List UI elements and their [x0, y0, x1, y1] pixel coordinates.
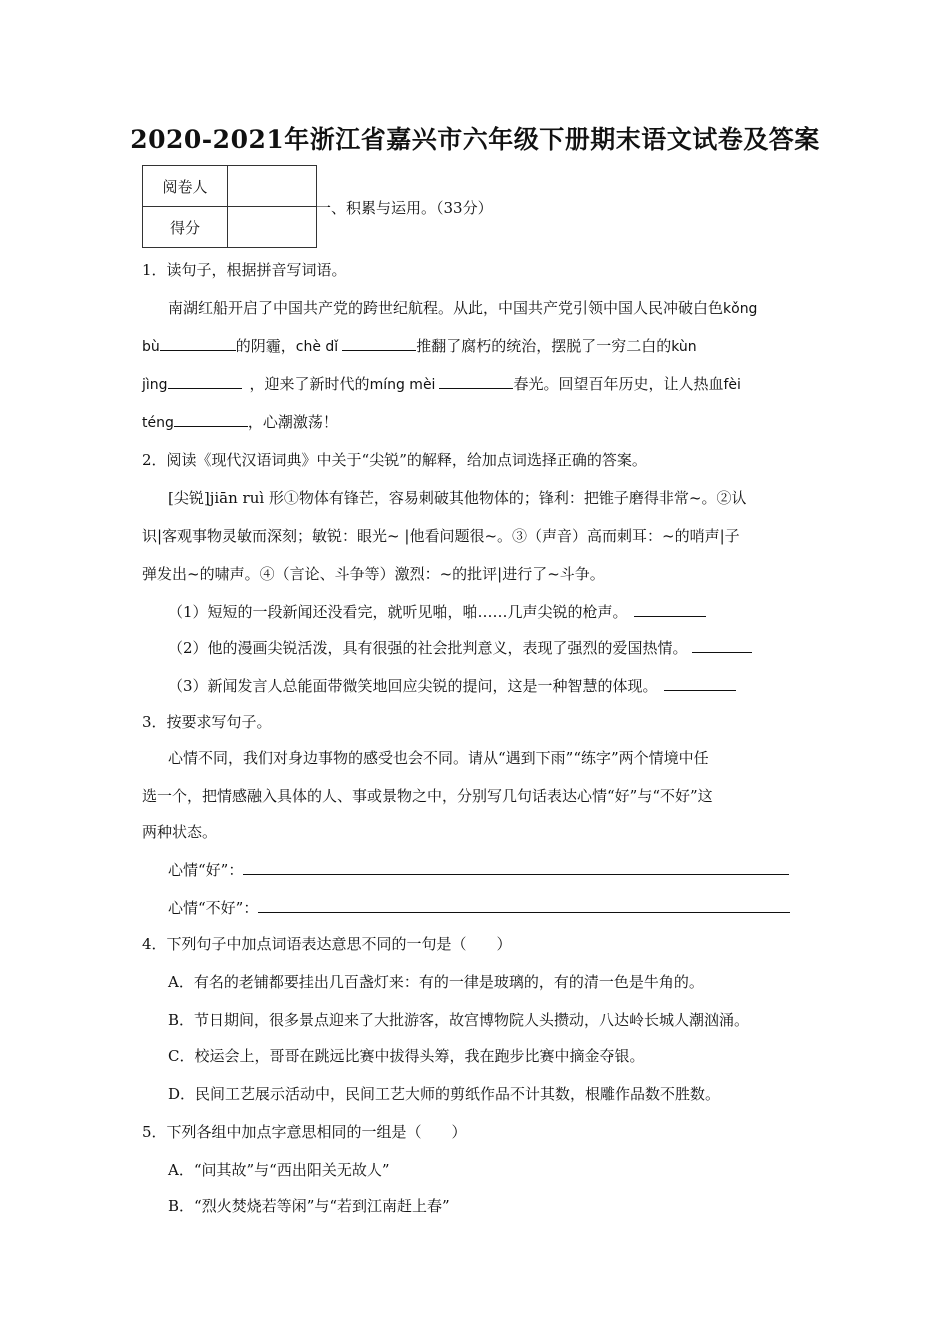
q2-sentence-2 — [168, 636, 752, 660]
q2-sentence-1 — [168, 600, 706, 624]
q2-definition-1: [尖锐]jiān ruì 形①物体有锋芒，容易刺破其他物体的；锋利：把锥子磨得非常~。②认 — [168, 489, 747, 507]
q2-stem: 2．阅读《现代汉语词典》中关于“尖锐”的解释，给加点词选择正确的答案。 — [142, 451, 647, 469]
q1-pinyin-2: chè dǐ — [295, 339, 339, 355]
q1-answer-blank-5[interactable] — [174, 410, 248, 427]
q1-answer-blank-2[interactable] — [342, 334, 416, 351]
reviewer-label: 阅卷人 — [143, 166, 228, 207]
q3-prompt-2: 选一个，把情感融入具体的人、事或景物之中，分别写几句话表达心情“好”与“不好”这 — [142, 787, 713, 805]
q1-text-4: ，心潮激荡！ — [247, 413, 338, 431]
q1-pinyin-1: kǒng — [723, 301, 758, 317]
q5-option-a[interactable]: A．“问其故”与“西出阳关无故人” — [168, 1161, 390, 1179]
q2-answer-blank-1[interactable] — [634, 600, 706, 617]
q4-option-c[interactable]: C．校运会上，哥哥在跳远比赛中拔得头筹，我在跑步比赛中摘金夺银。 — [168, 1047, 645, 1065]
reviewer-cell — [228, 166, 317, 207]
q1-line-3 — [142, 372, 741, 397]
q4-option-b[interactable]: B．节日期间，很多景点迎来了大批游客，故宫博物院人头攒动，八达岭长城人潮汹涌。 — [168, 1011, 750, 1029]
q3-good-line — [168, 858, 789, 882]
q1-pinyin-5b: téng — [142, 415, 174, 431]
q1-text-3a: ，迎来了新时代的 — [249, 375, 370, 393]
q1-text-3b: 春光。回望百年历史，让人热血 — [513, 375, 724, 393]
q1-answer-blank-1[interactable] — [160, 334, 236, 351]
q2-answer-blank-3[interactable] — [664, 674, 736, 691]
q3-bad-label: 心情“不好”： — [168, 899, 259, 917]
q2-sentence-1-text: （1）短短的一段新闻还没看完，就听见啪，啪……几声尖锐的枪声。 — [168, 603, 628, 621]
q5-stem: 5．下列各组中加点字意思相同的一组是（ ） — [142, 1123, 467, 1141]
q2-sentence-3 — [168, 674, 736, 698]
q1-text-2b: 推翻了腐朽的统治，摆脱了一穷二白的 — [416, 337, 672, 355]
q1-answer-blank-3[interactable] — [168, 372, 242, 389]
q2-definition-3: 弹发出~的啸声。④（言论、斗争等）激烈：~的批评|进行了~斗争。 — [142, 565, 605, 583]
score-label: 得分 — [143, 207, 228, 248]
q4-stem: 4．下列句子中加点词语表达意思不同的一句是（ ） — [142, 935, 512, 953]
score-table — [142, 165, 317, 248]
q1-pinyin-5: fèi — [723, 377, 741, 393]
q3-bad-answer[interactable] — [258, 896, 790, 913]
q1-pinyin-3: kùn — [671, 339, 697, 355]
q4-option-a[interactable]: A．有名的老铺都要挂出几百盏灯来：有的一律是玻璃的，有的清一色是牛角的。 — [168, 973, 704, 991]
q1-line-4 — [142, 410, 338, 435]
q1-pinyin-1b: bù — [142, 339, 160, 355]
q2-sentence-3-text: （3）新闻发言人总能面带微笑地回应尖锐的提问，这是一种智慧的体现。 — [168, 677, 658, 695]
q4-option-d[interactable]: D．民间工艺展示活动中，民间工艺大师的剪纸作品不计其数，根雕作品数不胜数。 — [168, 1085, 721, 1103]
section-heading: 一、积累与运用。（33分） — [316, 199, 493, 217]
q1-text-2a: 的阴霾， — [235, 337, 296, 355]
q2-sentence-2-text: （2）他的漫画尖锐活泼，具有很强的社会批判意义，表现了强烈的爱国热情。 — [168, 639, 688, 657]
q3-bad-line — [168, 896, 790, 920]
q3-prompt-1: 心情不同，我们对身边事物的感受也会不同。请从“遇到下雨”“练字”两个情境中任 — [168, 749, 709, 767]
q1-stem: 1．读句子，根据拼音写词语。 — [142, 261, 347, 279]
q1-text-1: 南湖红船开启了中国共产党的跨世纪航程。从此，中国共产党引领中国人民冲破白色 — [168, 299, 724, 317]
q3-stem: 3．按要求写句子。 — [142, 713, 272, 731]
q1-pinyin-4: míng mèi — [369, 377, 436, 393]
q1-pinyin-3b: jìng — [142, 377, 168, 393]
q2-definition-2: 识|客观事物灵敏而深刻；敏锐：眼光~ |他看问题很~。③（声音）高而刺耳：~的哨声|子 — [142, 527, 740, 545]
score-cell — [228, 207, 317, 248]
q1-answer-blank-4[interactable] — [439, 372, 513, 389]
page-title: 2020-2021年浙江省嘉兴市六年级下册期末语文试卷及答案 — [130, 125, 820, 154]
q3-prompt-3: 两种状态。 — [142, 823, 218, 841]
q2-answer-blank-2[interactable] — [692, 636, 752, 653]
q5-option-b[interactable]: B．“烈火焚烧若等闲”与“若到江南赶上春” — [168, 1197, 450, 1215]
q3-good-answer[interactable] — [243, 858, 789, 875]
q3-good-label: 心情“好”： — [168, 861, 244, 879]
q1-line-2 — [142, 334, 697, 359]
q1-line-1 — [168, 296, 757, 321]
